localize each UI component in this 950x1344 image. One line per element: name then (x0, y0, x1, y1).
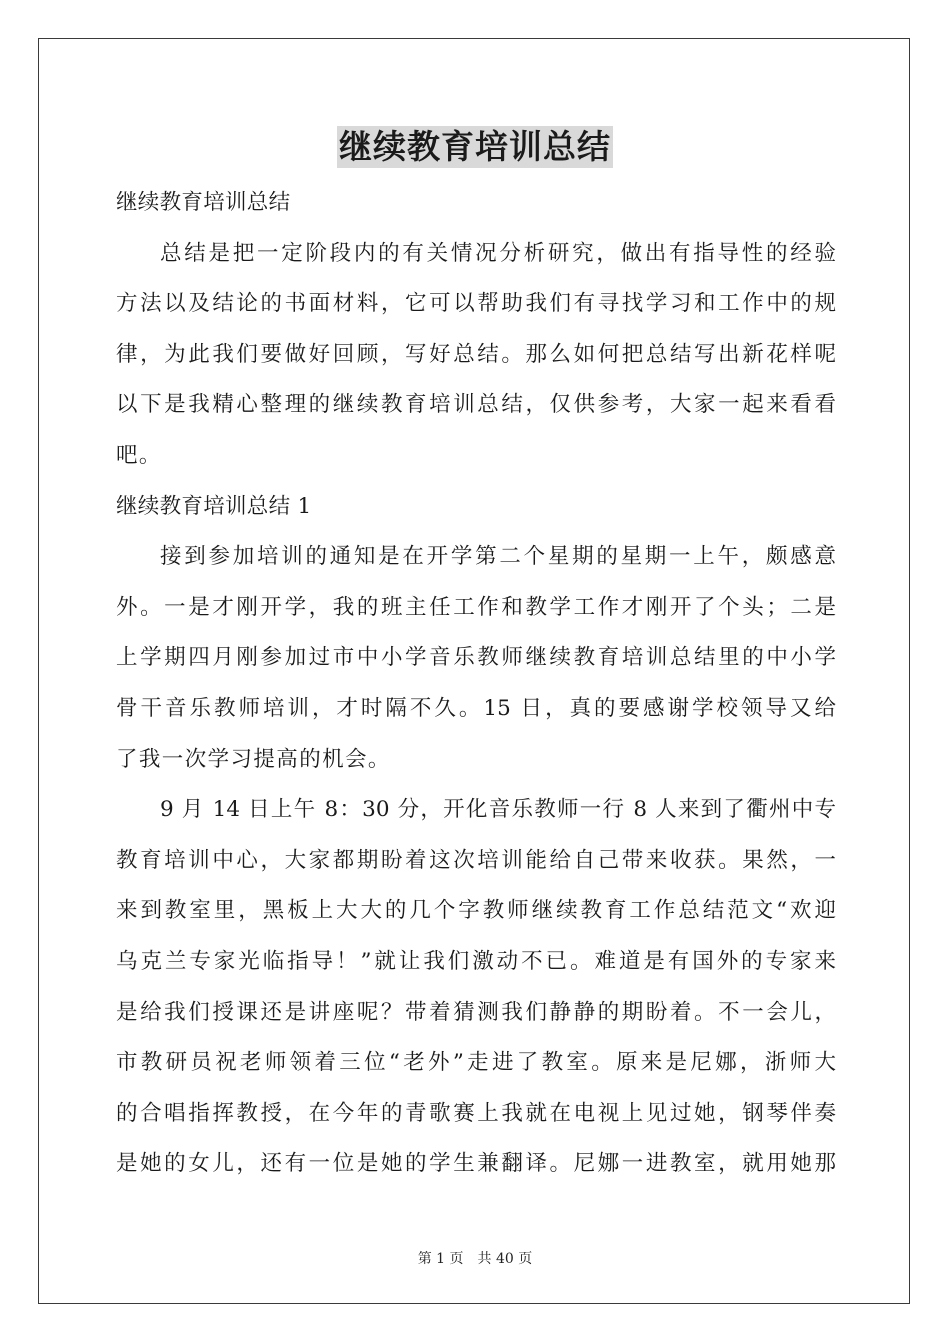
page-number-footer: 第 1 页 共 40 页 (417, 1251, 533, 1267)
section-heading: 继续教育培训总结 (116, 190, 291, 215)
text-line: 接到参加培训的通知是在开学第二个星期的星期一上午，颇感意 (160, 544, 836, 570)
text-line: 教育培训中心，大家都期盼着这次培训能给自己带来收获。果然，一 (116, 847, 836, 873)
text-line: 上学期四月刚参加过市中小学音乐教师继续教育培训总结里的中小学 (116, 645, 836, 671)
title-block (0, 126, 950, 168)
text-line: 市教研员祝老师领着三位“老外”走进了教室。原来是尼娜，浙师大 (116, 1050, 836, 1076)
text-line: 外。一是才刚开学，我的班主任工作和教学工作才刚开了个头；二是 (116, 594, 836, 620)
text-line: 总结是把一定阶段内的有关情况分析研究，做出有指导性的经验 (160, 240, 836, 266)
text-line: 律，为此我们要做好回顾，写好总结。那么如何把总结写出新花样呢 (116, 341, 836, 367)
text-line: 以下是我精心整理的继续教育培训总结，仅供参考，大家一起来看看 (116, 392, 836, 418)
text-line: 是给我们授课还是讲座呢？带着猜测我们静静的期盼着。不一会儿， (116, 999, 836, 1025)
text-line: 了我一次学习提高的机会。 (116, 746, 391, 772)
text-line: 是她的女儿，还有一位是她的学生兼翻译。尼娜一进教室，就用她那 (116, 1151, 836, 1177)
text-line: 9 月 14 日上午 8：30 分，开化音乐教师一行 8 人来到了衢州中专 (160, 797, 836, 823)
text-line: 吧。 (116, 442, 162, 468)
text-line: 乌克兰专家光临指导！”就让我们激动不已。难道是有国外的专家来 (116, 948, 836, 974)
text-line: 来到教室里，黑板上大大的几个字教师继续教育工作总结范文“欢迎 (116, 898, 836, 924)
text-line: 的合唱指挥教授，在今年的青歌赛上我就在电视上见过她，钢琴伴奏 (116, 1100, 836, 1126)
section-heading: 继续教育培训总结 1 (116, 493, 312, 519)
document-title: 继续教育培训总结 (339, 127, 611, 166)
document-body (116, 178, 836, 1190)
text-line: 方法以及结论的书面材料，它可以帮助我们有寻找学习和工作中的规 (116, 291, 836, 317)
text-line: 骨干音乐教师培训，才时隔不久。15 日，真的要感谢学校领导又给 (116, 695, 836, 721)
